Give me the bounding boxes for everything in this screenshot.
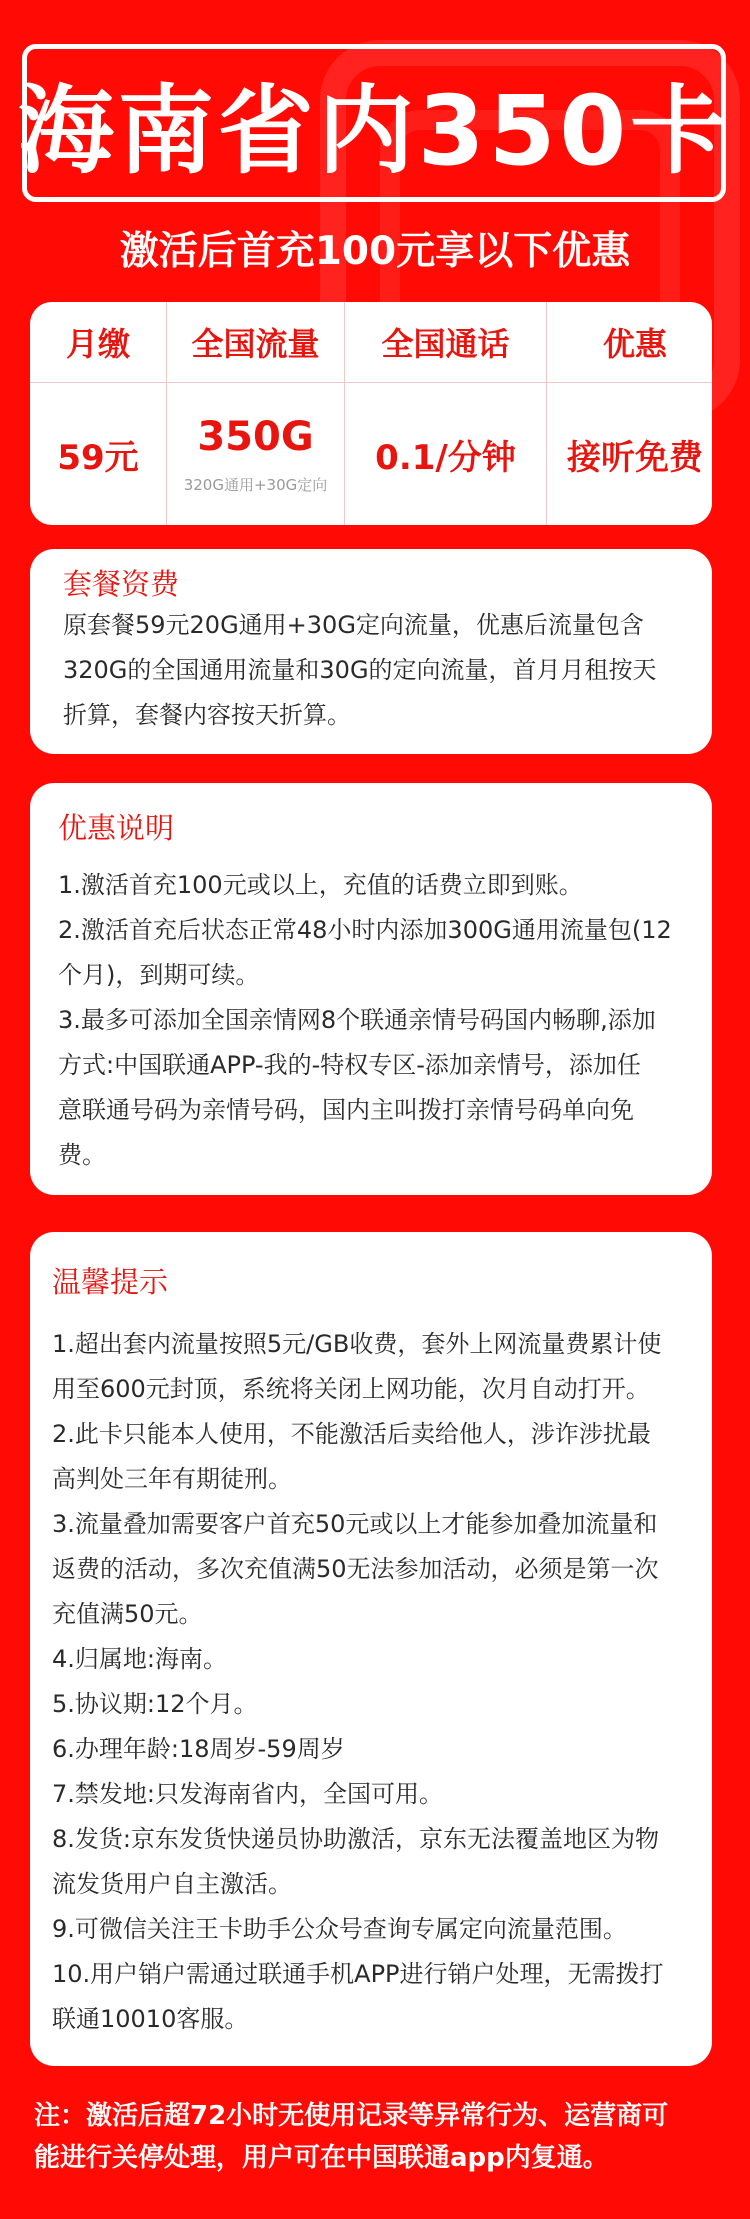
tips-line: 充值满50元。 <box>52 1600 203 1628</box>
footer-line: 能进行关停处理，用户可在中国联通app内复通。 <box>34 2143 609 2173</box>
value-national-data: 350G <box>197 413 314 460</box>
header-national-calls: 全国通话 <box>345 302 547 383</box>
page-title: 海南省内350卡 <box>17 74 731 187</box>
title-banner <box>17 44 731 202</box>
footer-line: 注：激活后超72小时无使用记录等异常行为、运营商可 <box>34 2101 669 2131</box>
package-line: 原套餐59元20G通用+30G定向流量，优惠后流量包含 <box>63 611 644 639</box>
value-national-calls: 0.1/分钟 <box>345 383 547 526</box>
offer-line: 个月)，到期可续。 <box>58 961 260 989</box>
tips-line: 5.协议期:12个月。 <box>52 1690 258 1718</box>
tips-line: 用至600元封顶，系统将关闭上网功能，次月自动打开。 <box>52 1375 650 1403</box>
value-monthly-fee: 59元 <box>30 383 167 526</box>
value-national-data-cell <box>167 383 345 526</box>
offer-heading: 优惠说明 <box>58 811 175 845</box>
offer-line: 方式:中国联通APP-我的-特权专区-添加亲情号，添加任 <box>58 1051 641 1079</box>
header-national-data: 全国流量 <box>167 302 345 383</box>
data-breakdown-note: 320G通用+30G定向 <box>183 475 328 494</box>
tips-line: 7.禁发地:只发海南省内，全国可用。 <box>52 1780 443 1808</box>
package-fee-card <box>30 549 712 754</box>
offer-line: 2.激活首充后状态正常48小时内添加300G通用流量包(12 <box>58 916 672 944</box>
header-discount: 优惠 <box>547 302 713 383</box>
tips-line: 2.此卡只能本人使用，不能激活后卖给他人，涉诈涉扰最 <box>52 1420 651 1448</box>
tips-line: 流发货用户自主激活。 <box>52 1870 292 1898</box>
footer-note <box>34 2095 724 2179</box>
subtitle: 激活后首充100元享以下优惠 <box>119 229 631 274</box>
offer-line: 费。 <box>58 1141 106 1169</box>
tips-line: 返费的活动，多次充值满50无法参加活动，必须是第一次 <box>52 1555 659 1583</box>
tips-line: 8.发货:京东发货快递员协助激活，京东无法覆盖地区为物 <box>52 1825 659 1853</box>
tips-line: 6.办理年龄:18周岁-59周岁 <box>52 1735 345 1763</box>
offer-details-card <box>30 783 712 1195</box>
package-line: 折算，套餐内容按天折算。 <box>63 701 351 729</box>
tips-card <box>30 1232 712 2066</box>
tips-line: 1.超出套内流量按照5元/GB收费，套外上网流量费累计使 <box>52 1330 662 1358</box>
offer-line: 1.激活首充100元或以上，充值的话费立即到账。 <box>58 871 583 899</box>
tips-line: 3.流量叠加需要客户首充50元或以上才能参加叠加流量和 <box>52 1510 658 1538</box>
package-fee-heading: 套餐资费 <box>63 567 180 601</box>
tips-line: 联通10010客服。 <box>52 2005 249 2033</box>
tips-heading: 温馨提示 <box>52 1265 169 1299</box>
tips-line: 高判处三年有期徒刑。 <box>52 1465 292 1493</box>
package-line: 320G的全国通用流量和30G的定向流量，首月月租按天 <box>63 656 657 684</box>
plan-summary-table <box>30 302 712 525</box>
offer-line: 意联通号码为亲情号码，国内主叫拨打亲情号码单向免 <box>58 1096 634 1124</box>
header-monthly-fee: 月缴 <box>30 302 167 383</box>
tips-line: 9.可微信关注王卡助手公众号查询专属定向流量范围。 <box>52 1915 627 1943</box>
offer-line: 3.最多可添加全国亲情网8个联通亲情号码国内畅聊,添加 <box>58 1006 656 1034</box>
tips-line: 10.用户销户需通过联通手机APP进行销户处理，无需拨打 <box>52 1960 664 1988</box>
tips-line: 4.归属地:海南。 <box>52 1645 227 1673</box>
value-discount: 接听免费 <box>567 437 703 478</box>
